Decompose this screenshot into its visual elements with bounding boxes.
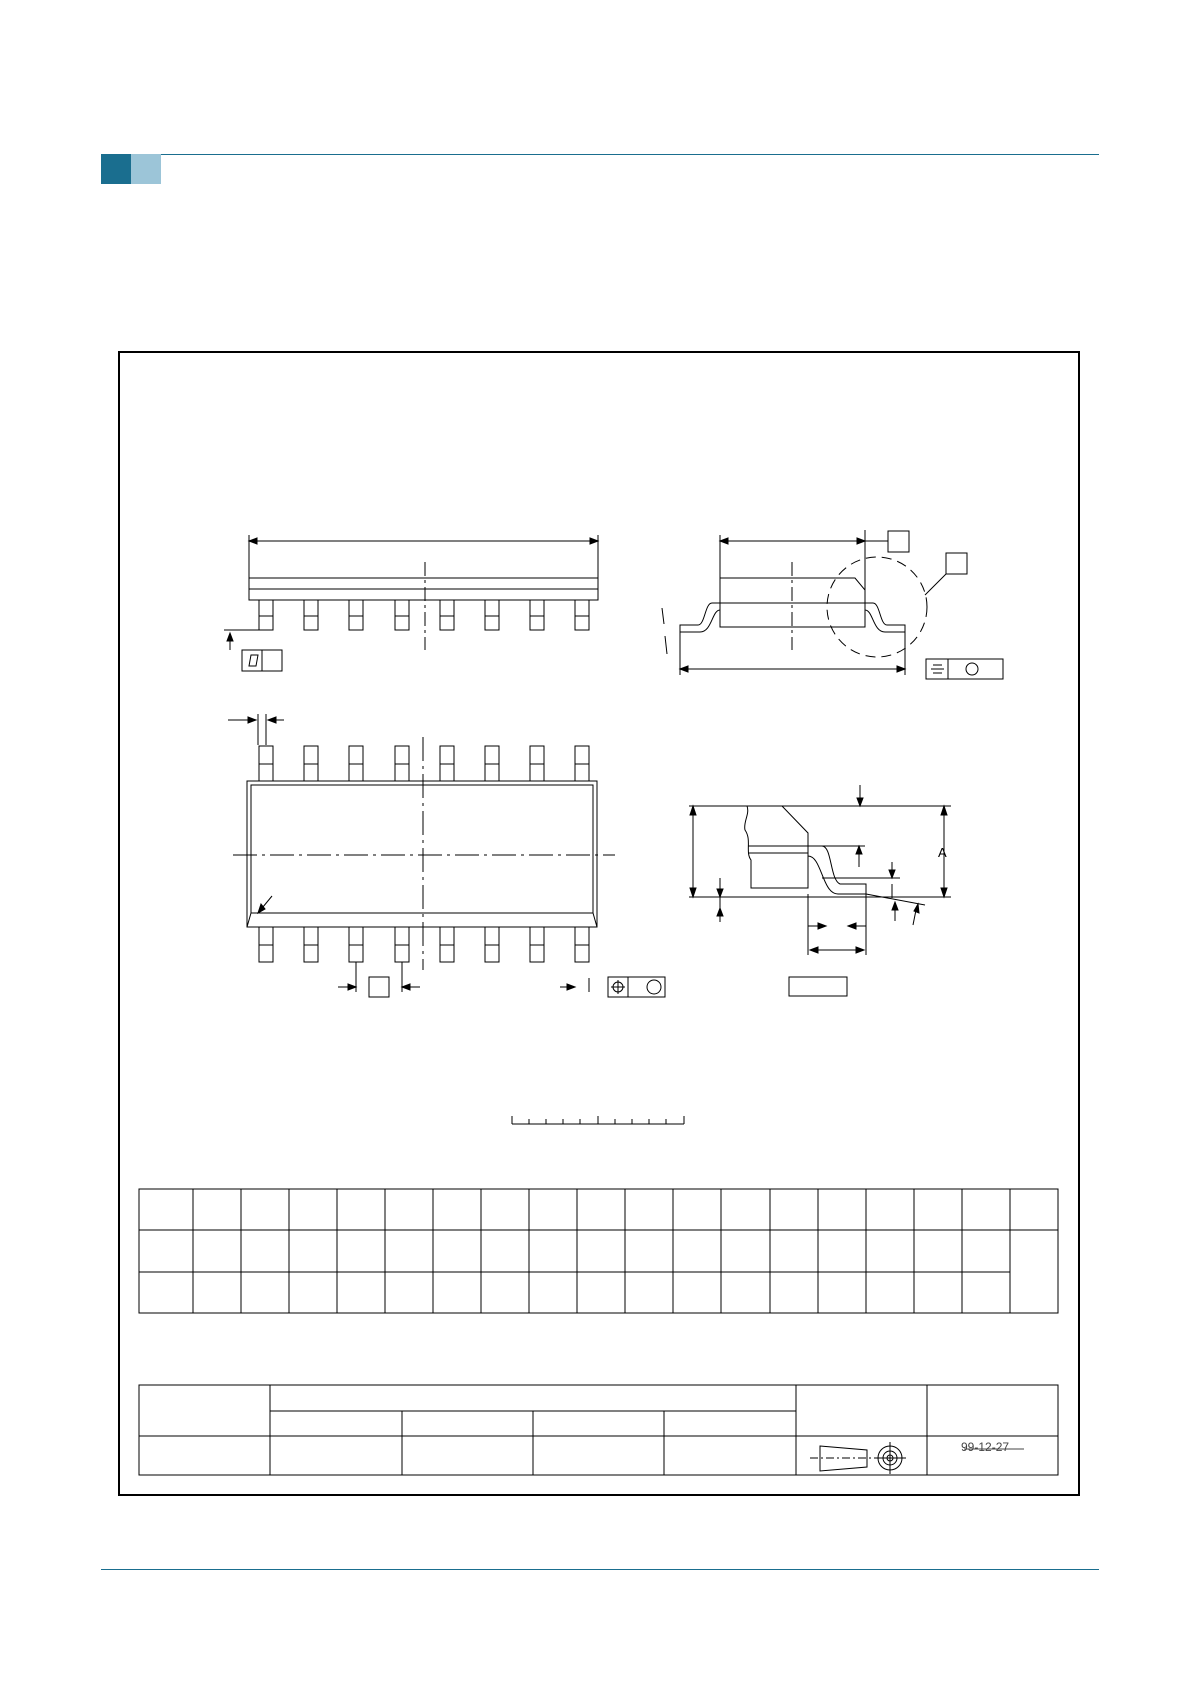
detail-label-a: A bbox=[938, 845, 947, 860]
view-label-box bbox=[789, 977, 847, 996]
end-view bbox=[662, 530, 1003, 679]
side-view bbox=[224, 535, 598, 671]
datum-box bbox=[888, 531, 909, 552]
detail-box bbox=[946, 553, 967, 574]
detail-body bbox=[745, 806, 808, 888]
issue-date: 99-12-27 bbox=[961, 1440, 1010, 1454]
bottom-leads bbox=[259, 927, 589, 962]
lead-left bbox=[680, 603, 720, 632]
detail-view bbox=[689, 785, 951, 996]
lead-right bbox=[865, 603, 905, 632]
top-view bbox=[228, 714, 665, 997]
projection-symbol-icon bbox=[810, 1442, 906, 1474]
pitch-box bbox=[369, 977, 389, 997]
scale-bar bbox=[512, 1116, 684, 1124]
arrow-head bbox=[249, 538, 257, 544]
top-leads bbox=[259, 746, 589, 781]
footer-rule bbox=[101, 1569, 1099, 1570]
package-body-top bbox=[247, 781, 597, 927]
arrow-head bbox=[590, 538, 598, 544]
dimension-table bbox=[139, 1189, 1058, 1313]
reference-table bbox=[139, 1385, 1058, 1475]
side-leads bbox=[259, 600, 589, 630]
